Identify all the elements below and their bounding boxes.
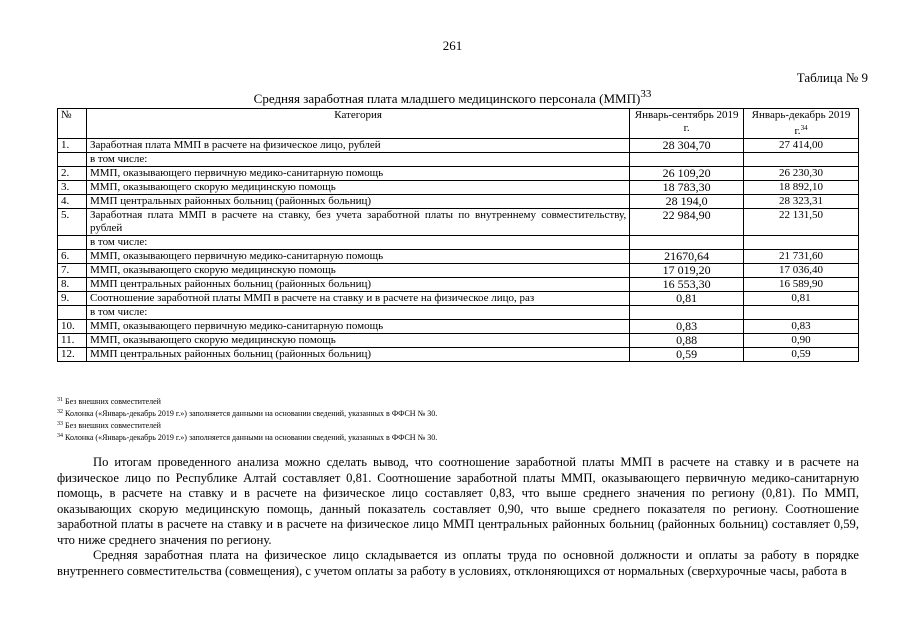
row-number bbox=[58, 236, 87, 250]
row-category: ММП, оказывающего первичную медико-санитарную помощь bbox=[86, 250, 629, 264]
row-category: Заработная плата ММП в расчете на физическое лицо, рублей bbox=[86, 139, 629, 153]
row-value-jan-sep bbox=[630, 306, 744, 320]
footnote-ref: 33 bbox=[57, 421, 63, 427]
table-row bbox=[58, 306, 859, 320]
paragraph: Средняя заработная плата на физическое лицо складывается из оплаты труда по основной должности и оплаты за работу в порядке внутреннего совместительства (совмещения), с учетом оплаты за работу в условиях, отклоняющихся от нормальных (сверхурочные часы, работа в bbox=[57, 548, 859, 578]
row-value-jan-sep: 26 109,20 bbox=[630, 167, 744, 181]
row-number: 12. bbox=[58, 348, 87, 362]
row-value-jan-sep: 22 984,90 bbox=[630, 209, 744, 236]
row-value-jan-dec: 22 131,50 bbox=[744, 209, 859, 236]
row-number: 9. bbox=[58, 292, 87, 306]
row-value-jan-dec: 0,90 bbox=[744, 334, 859, 348]
page-number: 261 bbox=[442, 38, 463, 53]
row-category: в том числе: bbox=[86, 153, 629, 167]
row-value-jan-sep: 17 019,20 bbox=[630, 264, 744, 278]
paragraph: По итогам проведенного анализа можно сделать вывод, что соотношение заработной платы ММП в расчете на ставку и в расчете на физическое лицо по Республике Алтай составляет 0,81. Соотношение заработной платы ММП, оказывающего первичную медико-санитарную помощь, в расчете на ставку и в расчете на физическое лицо составляет 0,83, что выше среднего значения по региону (0,81). По ММП, оказывающих скорую медицинскую помощь, данный показатель составляет 0,90, что выше среднего показателя по региону. Соотношение заработной платы в расчете на ставку и в расчете на физическое лицо ММП центральных районных больниц (районных больниц) составляет 0,59, что ниже среднего значения по региону. bbox=[57, 455, 859, 547]
row-number: 10. bbox=[58, 320, 87, 334]
header-jan-dec-text: Январь-декабрь 2019 г. bbox=[751, 109, 851, 137]
footnote bbox=[57, 406, 437, 418]
row-category: ММП центральных районных больниц (районных больниц) bbox=[86, 278, 629, 292]
table-row bbox=[58, 139, 859, 153]
footnote-text: Без внешних совместителей bbox=[65, 397, 161, 406]
table-row bbox=[58, 195, 859, 209]
table-body bbox=[58, 139, 859, 362]
header-category: Категория bbox=[86, 109, 629, 139]
row-value-jan-dec: 26 230,30 bbox=[744, 167, 859, 181]
row-category: ММП, оказывающего первичную медико-санитарную помощь bbox=[86, 320, 629, 334]
row-value-jan-sep: 0,88 bbox=[630, 334, 744, 348]
table-row bbox=[58, 348, 859, 362]
row-number bbox=[58, 306, 87, 320]
table-row bbox=[58, 292, 859, 306]
footnote-text: Без внешних совместителей bbox=[65, 421, 161, 430]
row-category: ММП, оказывающего первичную медико-санитарную помощь bbox=[86, 167, 629, 181]
row-value-jan-dec bbox=[744, 306, 859, 320]
row-value-jan-sep: 0,81 bbox=[630, 292, 744, 306]
row-number: 6. bbox=[58, 250, 87, 264]
row-value-jan-sep: 0,83 bbox=[630, 320, 744, 334]
header-jan-dec bbox=[744, 109, 859, 139]
row-category: в том числе: bbox=[86, 306, 629, 320]
row-category: ММП, оказывающего скорую медицинскую помощь bbox=[86, 264, 629, 278]
table-row bbox=[58, 153, 859, 167]
row-category: ММП центральных районных больниц (районных больниц) bbox=[86, 195, 629, 209]
body-text bbox=[57, 455, 859, 579]
header-jan-dec-footnote-ref: 34 bbox=[800, 124, 808, 132]
row-value-jan-dec: 0,81 bbox=[744, 292, 859, 306]
row-value-jan-dec: 17 036,40 bbox=[744, 264, 859, 278]
row-value-jan-sep: 0,59 bbox=[630, 348, 744, 362]
row-value-jan-sep: 18 783,30 bbox=[630, 181, 744, 195]
table-row bbox=[58, 209, 859, 236]
row-number bbox=[58, 153, 87, 167]
table-row bbox=[58, 264, 859, 278]
row-number: 4. bbox=[58, 195, 87, 209]
table-row bbox=[58, 236, 859, 250]
row-category: в том числе: bbox=[86, 236, 629, 250]
table-row bbox=[58, 278, 859, 292]
row-value-jan-dec: 28 323,31 bbox=[744, 195, 859, 209]
footnote bbox=[57, 430, 437, 442]
footnote-ref: 31 bbox=[57, 397, 63, 403]
row-category: ММП, оказывающего скорую медицинскую помощь bbox=[86, 181, 629, 195]
table-header-row bbox=[58, 109, 859, 139]
footnote bbox=[57, 394, 437, 406]
footnote bbox=[57, 418, 437, 430]
row-number: 2. bbox=[58, 167, 87, 181]
row-value-jan-dec bbox=[744, 236, 859, 250]
table-title-footnote-ref: 33 bbox=[640, 88, 652, 100]
header-number: № bbox=[58, 109, 87, 139]
row-category: ММП, оказывающего скорую медицинскую помощь bbox=[86, 334, 629, 348]
row-value-jan-dec: 18 892,10 bbox=[744, 181, 859, 195]
row-value-jan-sep: 16 553,30 bbox=[630, 278, 744, 292]
row-category: Заработная плата ММП в расчете на ставку, без учета заработной платы по внутреннему совместительству, рублей bbox=[86, 209, 629, 236]
row-value-jan-dec: 0,83 bbox=[744, 320, 859, 334]
table-row bbox=[58, 167, 859, 181]
row-value-jan-dec: 21 731,60 bbox=[744, 250, 859, 264]
row-number: 1. bbox=[58, 139, 87, 153]
row-number: 7. bbox=[58, 264, 87, 278]
row-value-jan-dec bbox=[744, 153, 859, 167]
row-value-jan-dec: 27 414,00 bbox=[744, 139, 859, 153]
row-value-jan-sep bbox=[630, 236, 744, 250]
table-row bbox=[58, 250, 859, 264]
footnote-ref: 32 bbox=[57, 409, 63, 415]
table-title-text: Средняя заработная плата младшего медицинского персонала (ММП) bbox=[253, 91, 641, 106]
footnotes bbox=[57, 394, 437, 442]
row-number: 3. bbox=[58, 181, 87, 195]
table-row bbox=[58, 334, 859, 348]
footnote-text: Колонка («Январь-декабрь 2019 г.») заполняется данными на основании сведений, указанных в ФФСН № 30. bbox=[65, 409, 438, 418]
row-number: 11. bbox=[58, 334, 87, 348]
row-value-jan-sep: 28 304,70 bbox=[630, 139, 744, 153]
table-title bbox=[0, 88, 905, 107]
row-category: ММП центральных районных больниц (районных больниц) bbox=[86, 348, 629, 362]
header-jan-sep: Январь-сентябрь 2019 г. bbox=[630, 109, 744, 139]
footnote-text: Колонка («Январь-декабрь 2019 г.») заполняется данными на основании сведений, указанных в ФФСН № 30. bbox=[65, 433, 438, 442]
table-row bbox=[58, 320, 859, 334]
row-value-jan-sep: 21670,64 bbox=[630, 250, 744, 264]
row-value-jan-dec: 16 589,90 bbox=[744, 278, 859, 292]
row-value-jan-dec: 0,59 bbox=[744, 348, 859, 362]
table-row bbox=[58, 181, 859, 195]
row-value-jan-sep: 28 194,0 bbox=[630, 195, 744, 209]
footnote-ref: 34 bbox=[57, 433, 63, 439]
row-value-jan-sep bbox=[630, 153, 744, 167]
row-number: 8. bbox=[58, 278, 87, 292]
salary-table bbox=[57, 108, 859, 362]
row-category: Соотношение заработной платы ММП в расчете на ставку и в расчете на физическое лицо, раз bbox=[86, 292, 629, 306]
table-label: Таблица № 9 bbox=[796, 70, 868, 85]
row-number: 5. bbox=[58, 209, 87, 236]
